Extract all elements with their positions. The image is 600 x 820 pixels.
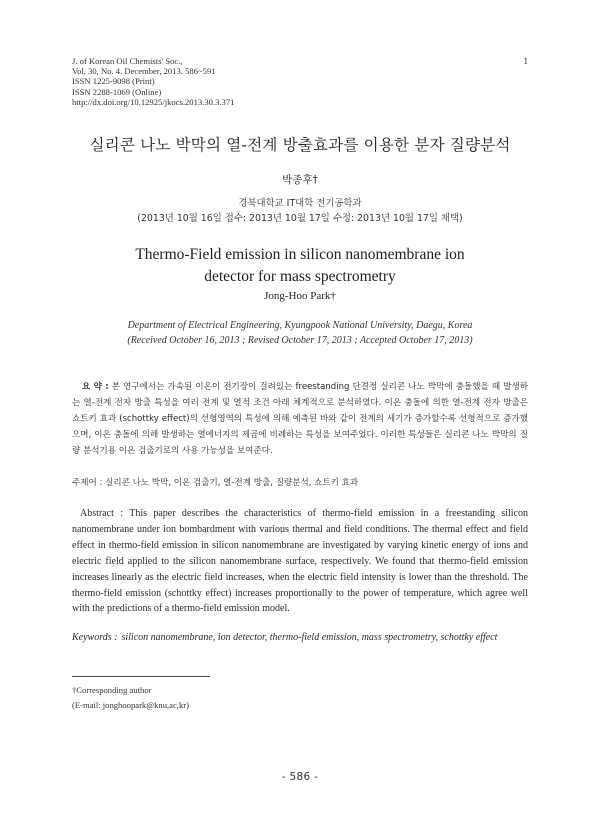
journal-name: J. of Korean Oil Chemists' Soc., <box>72 56 183 66</box>
abstract-korean <box>72 379 528 459</box>
footnote-divider <box>72 676 210 677</box>
author-korean: 박종후† <box>282 174 318 186</box>
keywords-english <box>72 631 528 645</box>
journal-info <box>72 56 234 107</box>
title-english-line2: detector for mass spectrometry <box>204 268 396 285</box>
footnote <box>72 683 189 713</box>
header-page-number: 1 <box>523 56 528 66</box>
abstract-english-label: Abstract : <box>80 508 124 519</box>
footnote-email: (E-mail: jonghoopark@knu,ac,kr) <box>72 700 189 710</box>
footnote-corresponding: †Corresponding author <box>72 685 152 695</box>
abstract-korean-text: 본 연구에서는 가속된 이온이 전기장이 걸려있는 freestanding 단결정 실리콘 나노 박막에 충돌했을 때 발생하는 열-전계 전자 방출 특성을 여러 전계 및 열적 조건 아래 체계적으로 분석하였다. 이온 충돌에 의한 열-전계 전자 방출은 쇼트키 효과 (schottky effect)의 선형영역의 특성에 의해 예측된 바와 같이 전계의 세기가 증가할수록 선형적으로 증가했으며, 이온 충돌에 의해 발생하는 열에너지의 제곱에 비례하는 특성을 보여주었다. 이러한 특성들은 실리콘 나노 박막의 질량 분석기용 이온 검출기로의 사용 가능성을 보여준다. <box>72 382 529 456</box>
journal-issn-print: ISSN 1225-9098 (Print) <box>72 76 155 87</box>
affiliation-english: Department of Electrical Engineering, Kyungpook National University, Daegu, Korea <box>127 320 473 331</box>
author-english: Jong-Hoo Park† <box>264 290 336 302</box>
keywords-english-text: silicon nanomembrane, ion detector, thermo-field emission, mass spectrometry, schottky effect <box>121 632 498 643</box>
affiliation-korean <box>60 196 540 226</box>
keywords-korean-label: 주제어 : <box>72 478 103 488</box>
affiliation-korean-dept: 경북대학교 IT대학 전기공학과 <box>238 198 362 209</box>
abstract-english-text: This paper describes the characteristics of thermo-field emission in a freestanding silicon nanomembrane under ion bombardment with various thermal and field conditions. The thermal effect and field effect in thermo-field emission in silicon nanomembrane are investigated by varying kinetic energy of ions and electric field applied to the silicon nanomembrane surface, respectively. We found that thermo-field emission increases linearly as the electric field increases, when the electric field intensity is lower than the threshold. The thermo-field emission (schottky effect) increases proportionally to the power of temperature, which agree well with the predictions of a thermo-field emission model. <box>72 508 528 615</box>
journal-doi-link[interactable]: http://dx.doi.org/10.12925/jkocs.2013.30.3.371 <box>72 96 235 107</box>
dates-korean: (2013년 10월 16일 접수: 2013년 10월 17일 수정: 2013년 10월 17일 채택) <box>137 213 463 224</box>
journal-volume: Vol. 30, No. 4. December, 2013. 586~591 <box>72 66 216 77</box>
dates-english: (Received October 16, 2013 ; Revised October 17, 2013 ; Accepted October 17, 2013) <box>127 334 473 346</box>
keywords-korean-text: 실리콘 나노 박막, 이온 검출기, 열-전계 방출, 질량분석, 쇼트키 효과 <box>105 478 359 488</box>
keywords-english-label: Keywords : <box>72 632 118 643</box>
title-english <box>60 244 540 288</box>
abstract-korean-label: 요 약 : <box>82 382 109 392</box>
title-english-line1: Thermo-Field emission in silicon nanomembrane ion <box>135 246 465 263</box>
title-korean: 실리콘 나노 박막의 열-전계 방출효과를 이용한 분자 질량분석 <box>89 136 511 154</box>
abstract-english <box>72 506 528 617</box>
journal-issn-online: ISSN 2288-1069 (Online) <box>72 86 162 97</box>
footer-page-number: - 586 - <box>281 771 319 783</box>
affiliation-english-block <box>40 319 560 348</box>
keywords-korean <box>72 476 528 488</box>
